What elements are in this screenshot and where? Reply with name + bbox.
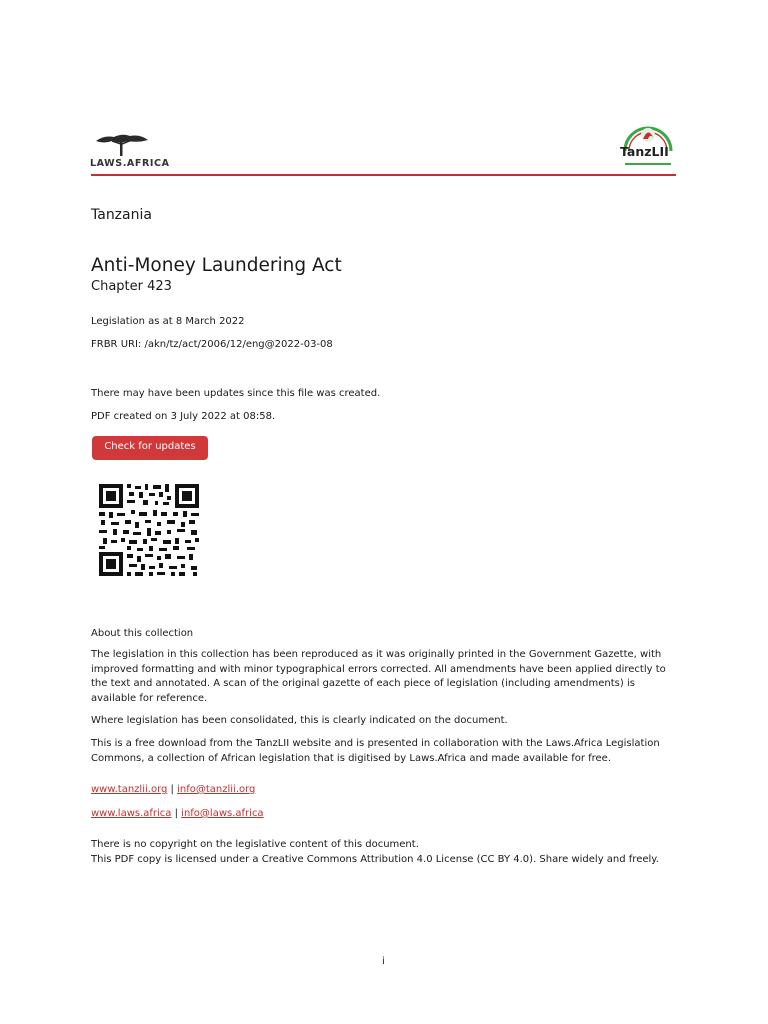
about-paragraph-1: The legislation in this collection has been reproduced as it was originally printed in the Government Gazette, with improved formatting and with minor typographical errors corrected. All amendments have been applied directly to the text and annotated. A scan of the original gazette of each piece of legislation (including amendments) is available for reference. — [91, 649, 666, 704]
laws-africa-wordmark: LAWS.AFRICA — [90, 158, 170, 169]
about-paragraph-2: Where legislation has been consolidated, this is clearly indicated on the document. — [91, 715, 508, 726]
header-divider — [91, 174, 676, 176]
frbr-uri: FRBR URI: /akn/tz/act/2006/12/eng@2022-03-08 — [91, 339, 333, 350]
about-paragraph-3: This is a free download from the TanzLII website and is presented in collaboration with the Laws.Africa Legislation Commons, a collection of African legislation that is digitised by Laws.Africa and made available for free. — [91, 738, 660, 764]
tanzlii-wordmark: TanzLII — [620, 144, 669, 159]
pdf-created: PDF created on 3 July 2022 at 08:58. — [91, 411, 276, 422]
qr-code[interactable] — [97, 482, 201, 578]
about-heading: About this collection — [91, 628, 194, 639]
laws-africa-website-link[interactable]: www.laws.africa — [91, 808, 172, 819]
check-for-updates-button[interactable]: Check for updates — [92, 436, 208, 460]
laws-africa-email-link[interactable]: info@laws.africa — [181, 808, 264, 819]
tanzlii-email-link[interactable]: info@tanzlii.org — [177, 784, 256, 795]
tanzlii-emblem-icon — [617, 115, 679, 171]
legislation-date: Legislation as at 8 March 2022 — [91, 316, 245, 327]
document-chapter: Chapter 423 — [91, 279, 172, 294]
country-label: Tanzania — [91, 207, 152, 223]
link-separator: | — [171, 808, 182, 819]
link-separator: | — [167, 784, 178, 795]
license-note: This PDF copy is licensed under a Creative Commons Attribution 4.0 License (CC BY 4.0). Share widely and freely. — [91, 854, 659, 865]
laws-africa-logo — [88, 132, 170, 172]
tanzlii-logo — [617, 115, 679, 171]
links-row-tanzlii — [91, 783, 255, 797]
page-number: i — [382, 956, 385, 967]
copyright-note: There is no copyright on the legislative content of this document. — [91, 839, 419, 850]
tanzlii-website-link[interactable]: www.tanzlii.org — [91, 784, 168, 795]
document-title: Anti-Money Laundering Act — [91, 255, 342, 276]
updates-note: There may have been updates since this file was created. — [91, 388, 381, 399]
links-row-laws-africa — [91, 807, 264, 821]
acacia-tree-icon — [94, 132, 150, 158]
